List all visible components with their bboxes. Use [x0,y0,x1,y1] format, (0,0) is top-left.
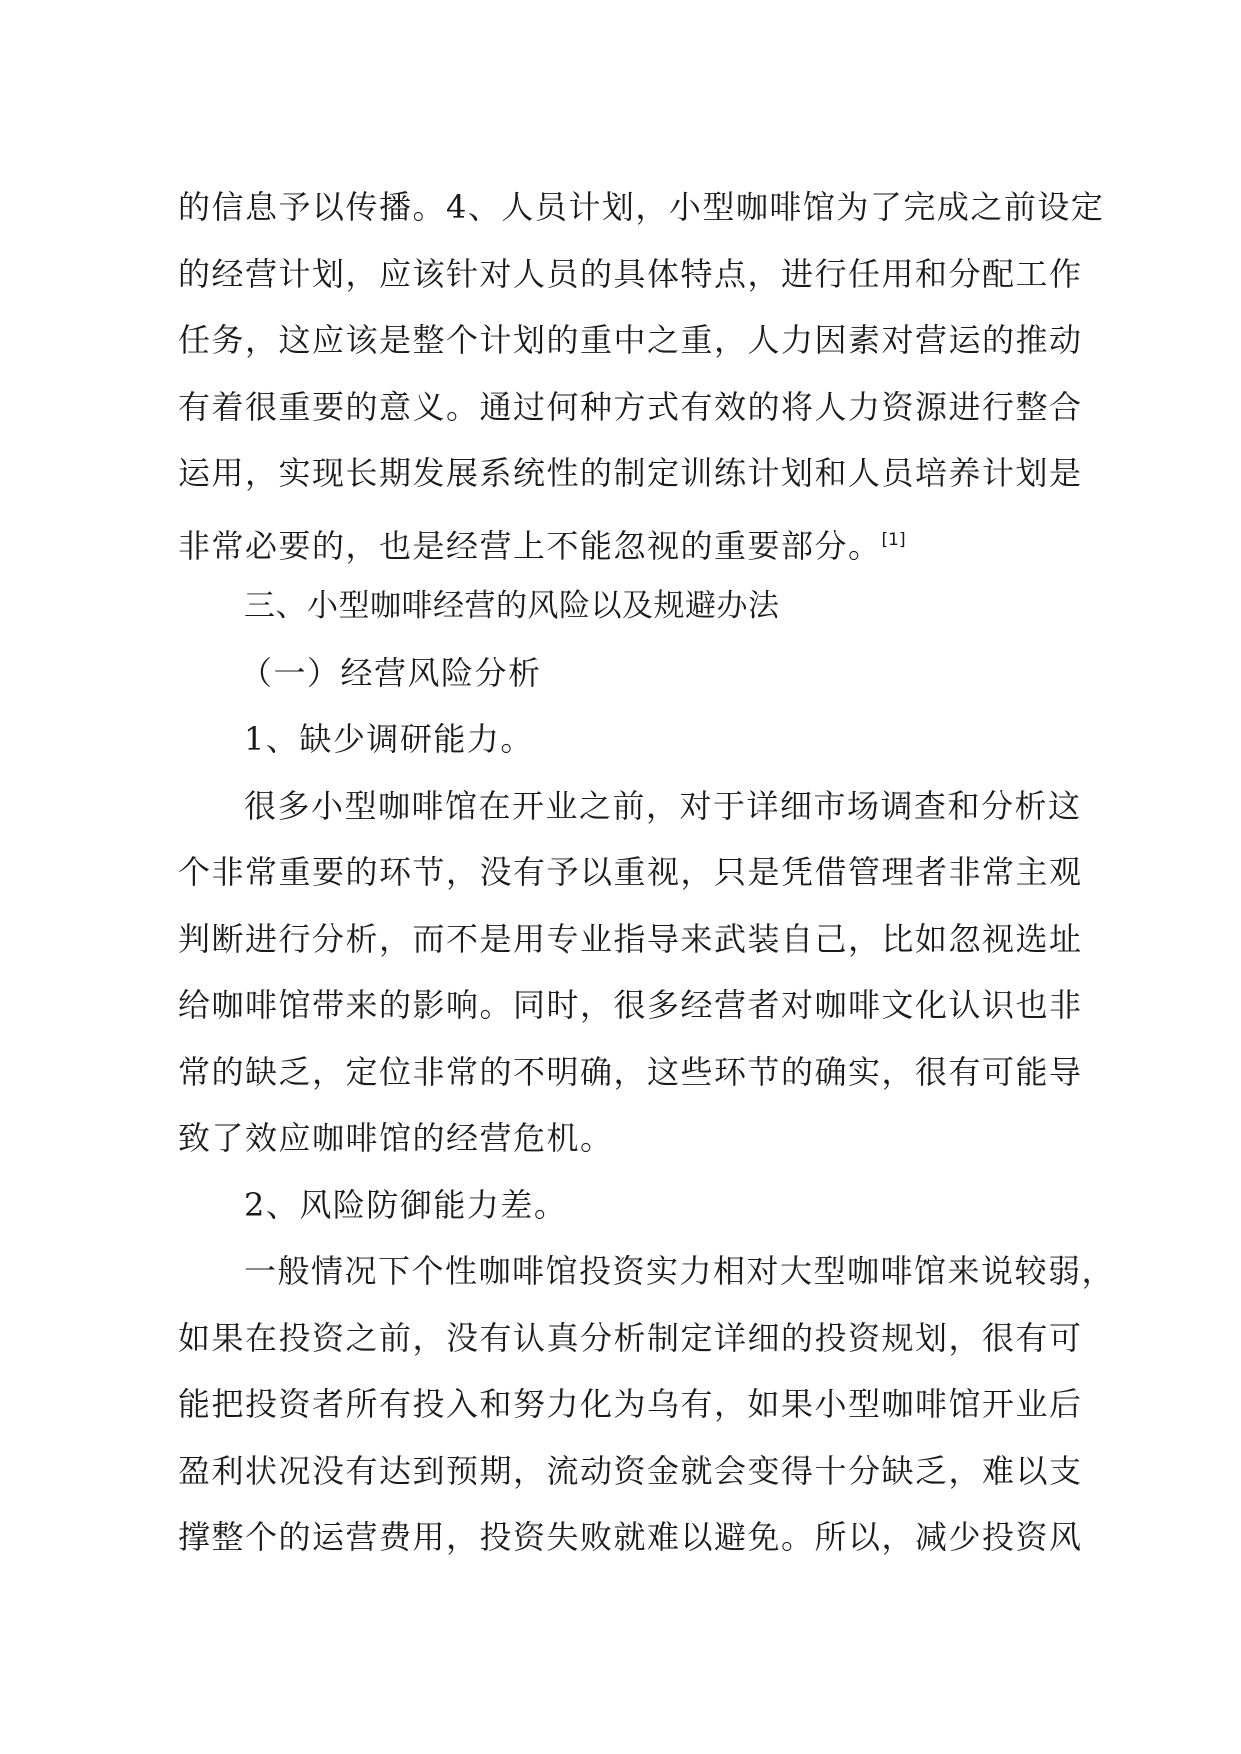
paragraph-line: 给咖啡馆带来的影响。同时，很多经营者对咖啡文化认识也非 [178,986,1083,1024]
item-title-risk-defense: 2、风险防御能力差。 [244,1185,568,1224]
subsection-heading: （一）经营风险分析 [240,653,542,692]
paragraph-research [178,773,1083,1172]
item-title-research: 1、缺少调研能力。 [244,720,534,758]
paragraph-risk-defense [178,1238,1116,1571]
paragraph-line: 一般情况下个性咖啡馆投资实力相对大型咖啡馆来说较弱， [244,1252,1116,1290]
paragraph-line: 盈利状况没有达到预期，流动资金就会变得十分缺乏，难以支 [178,1451,1083,1490]
paragraph-line-text: 非常必要的，也是经营上不能忽视的重要部分。 [178,526,882,565]
paragraph-line-with-citation [178,507,1080,574]
paragraph-line: 的经营计划，应该针对人员的具体特点，进行任用和分配工作 [178,254,1083,293]
paragraph-line: 如果在投资之前，没有认真分析制定详细的投资规划，很有可 [178,1318,1083,1357]
paragraph-line: 撑整个的运营费用，投资失败就难以避免。所以，减少投资风 [178,1518,1083,1556]
paragraph-line: 常的缺乏，定位非常的不明确，这些环节的确实，很有可能导 [178,1052,1083,1091]
paragraph-line: 的信息予以传播。4、人员计划，小型咖啡馆为了完成之前设定 [178,188,1105,226]
paragraph-personnel-plan [178,174,1105,573]
citation-marker: [1] [881,529,906,550]
paragraph-line: 判断进行分析，而不是用专业指导来武装自己，比如忽视选址 [178,919,1083,958]
document-body [178,174,1116,1571]
paragraph-line: 很多小型咖啡馆在开业之前，对于详细市场调查和分析这 [244,786,1082,825]
section-heading: 三、小型咖啡经营的风险以及规避办法 [244,588,780,624]
paragraph-line: 有着很重要的意义。通过何种方式有效的将人力资源进行整合 [178,387,1083,426]
paragraph-line: 致了效应咖啡馆的经营危机。 [178,1119,614,1157]
paragraph-line: 能把投资者所有投入和努力化为乌有，如果小型咖啡馆开业后 [178,1385,1083,1423]
paragraph-line: 个非常重要的环节，没有予以重视，只是凭借管理者非常主观 [178,853,1083,891]
paragraph-line: 运用，实现长期发展系统性的制定训练计划和人员培养计划是 [178,454,1083,492]
paragraph-line: 任务，这应该是整个计划的重中之重，人力因素对营运的推动 [178,321,1083,359]
